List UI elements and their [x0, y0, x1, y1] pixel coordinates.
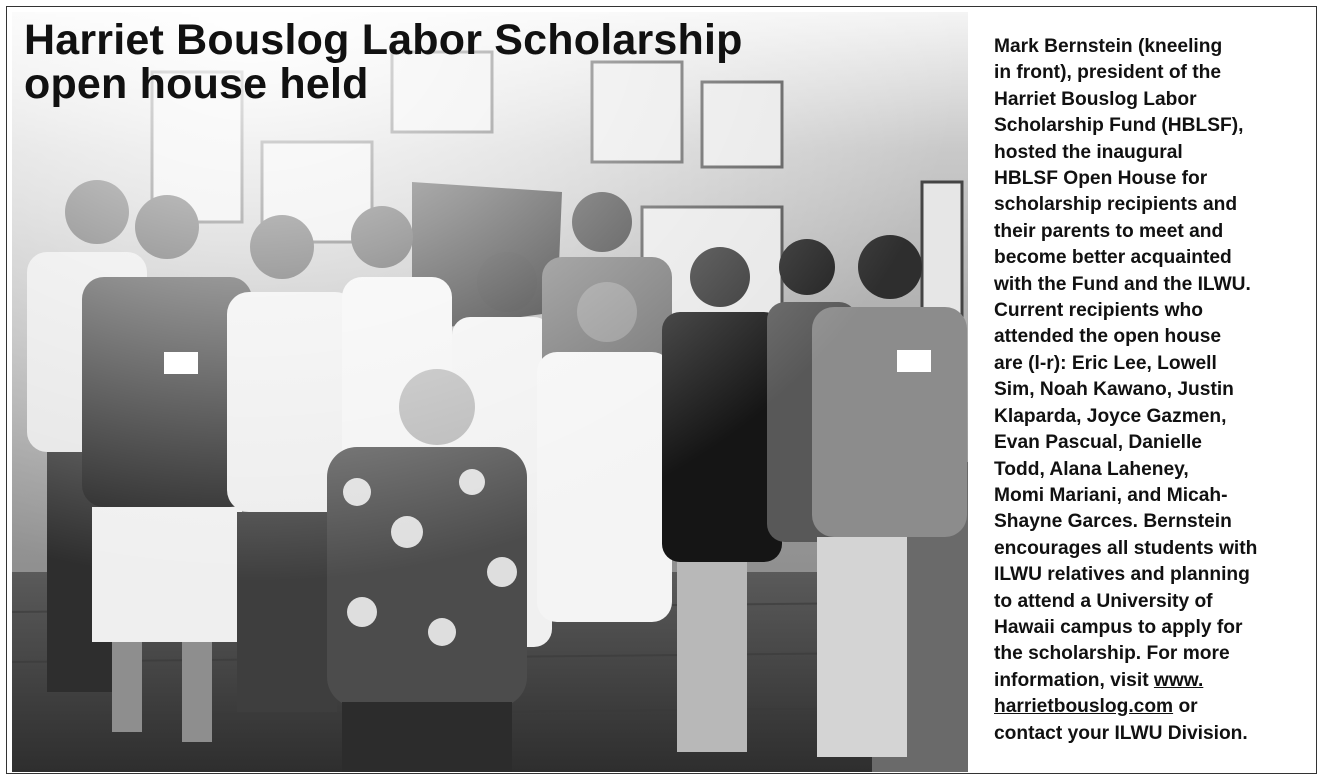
caption-line: Todd, Alana Laheney,: [994, 458, 1189, 480]
caption-line: Scholarship Fund (HBLSF),: [994, 115, 1244, 137]
caption-line: in front), president of the: [994, 62, 1222, 84]
caption-line: contact your ILWU Division.: [994, 722, 1248, 744]
caption-line: attended the open house: [994, 326, 1222, 348]
caption-line: Mark Bernstein (kneeling: [994, 36, 1223, 57]
caption-text: or: [1173, 696, 1198, 718]
headline: [24, 18, 743, 106]
caption-line: Momi Mariani, and Micah-: [994, 484, 1228, 506]
caption-line: the scholarship. For more: [994, 643, 1230, 665]
caption-line: become better acquainted: [994, 247, 1232, 269]
caption-line: Klaparda, Joyce Gazmen,: [994, 405, 1227, 427]
website-link-part-1[interactable]: www.: [1153, 669, 1204, 691]
caption-line-with-link: [994, 668, 1304, 694]
caption-line: Hawaii campus to apply for: [994, 616, 1243, 638]
caption-text: information, visit: [994, 669, 1149, 691]
caption-line: ILWU relatives and planning: [994, 564, 1250, 586]
caption-line: Evan Pascual, Danielle: [994, 432, 1202, 454]
headline-line-2: open house held: [24, 60, 369, 108]
group-photo-illustration: [12, 12, 968, 772]
caption-line: encourages all students with: [994, 537, 1258, 559]
caption-line: with the Fund and the ILWU.: [994, 273, 1251, 295]
caption-line: Harriet Bouslog Labor: [994, 88, 1197, 110]
caption-line: are (l-r): Eric Lee, Lowell: [994, 352, 1217, 374]
caption-line: Current recipients who: [994, 300, 1203, 322]
caption-line: to attend a University of: [994, 590, 1213, 612]
website-link-part-2[interactable]: harrietbouslog.com: [994, 696, 1174, 718]
headline-line-1: Harriet Bouslog Labor Scholarship: [24, 16, 743, 64]
caption-line: scholarship recipients and: [994, 194, 1238, 216]
caption-line: hosted the inaugural: [994, 141, 1183, 163]
caption-line: Shayne Garces. Bernstein: [994, 511, 1232, 533]
caption-line: HBLSF Open House for: [994, 168, 1208, 190]
photo-caption: [994, 34, 1304, 747]
caption-line: their parents to meet and: [994, 220, 1224, 242]
caption-line: Sim, Noah Kawano, Justin: [994, 379, 1234, 401]
group-photo: [12, 12, 968, 772]
caption-line-with-link: [994, 694, 1304, 720]
